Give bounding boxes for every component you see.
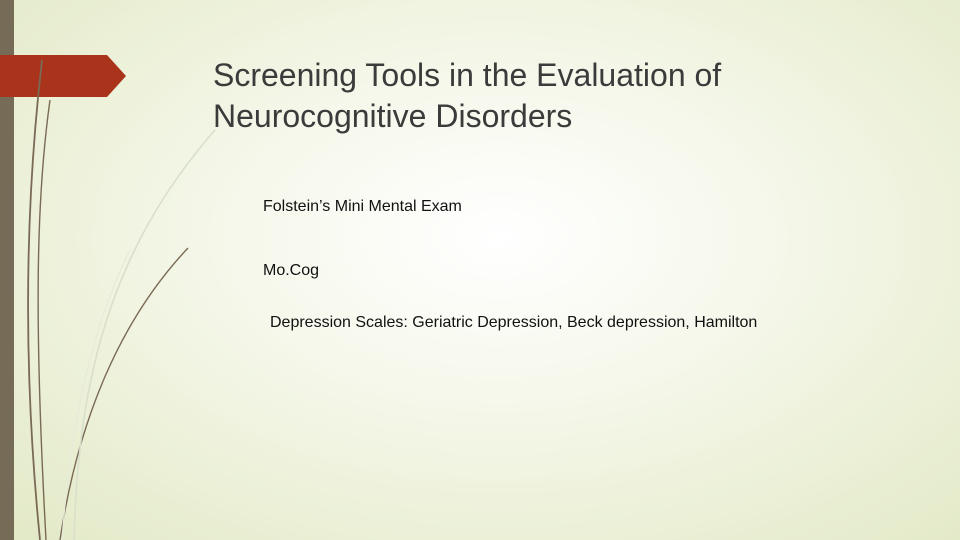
- bullet-depression-scales: Depression Scales: Geriatric Depression, Beck depression, Hamilton: [270, 314, 758, 331]
- decorative-curve-light-2: [62, 250, 130, 540]
- bullet-mocog: Mo.Cog: [263, 262, 320, 279]
- decorative-curve-2: [28, 60, 42, 540]
- title-arrow-shape: [0, 55, 126, 97]
- decorative-curve-3: [60, 248, 188, 540]
- title-line-2: Neurocognitive Disorders: [213, 98, 573, 134]
- decorative-curve-light-1: [74, 130, 215, 540]
- slide-title: [213, 55, 913, 137]
- decorative-curve-1: [38, 100, 50, 540]
- bullet-mmse: Folstein’s Mini Mental Exam: [263, 198, 462, 215]
- title-line-1: Screening Tools in the Evaluation of: [213, 57, 722, 93]
